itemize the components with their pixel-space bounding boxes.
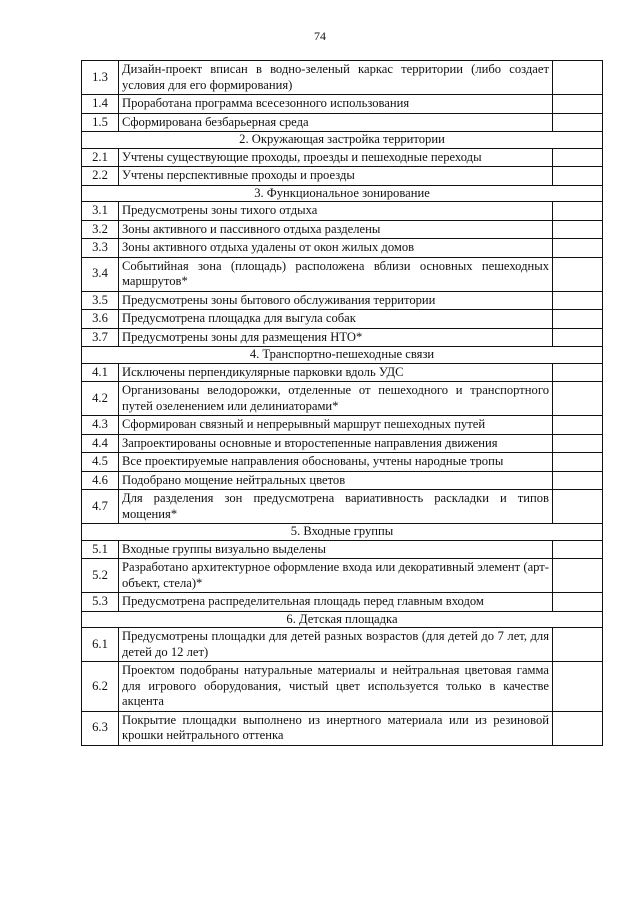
checklist-row	[82, 167, 603, 186]
item-number: 4.4	[82, 434, 119, 453]
checklist-row	[82, 202, 603, 221]
section-title: 6. Детская площадка	[82, 611, 603, 628]
item-mark-cell	[553, 490, 603, 524]
checklist-row	[82, 471, 603, 490]
item-number: 6.1	[82, 628, 119, 662]
item-criterion: Предусмотрена распределительная площадь перед главным входом	[119, 593, 553, 612]
item-number: 4.5	[82, 453, 119, 472]
checklist-row	[82, 113, 603, 132]
section-header-row	[82, 347, 603, 364]
item-criterion: Зоны активного отдыха удалены от окон жилых домов	[119, 239, 553, 258]
item-criterion: Дизайн-проект вписан в водно-зеленый каркас территории (либо создает условия для его формирования)	[119, 61, 553, 95]
item-criterion: Исключены перпендикулярные парковки вдоль УДС	[119, 363, 553, 382]
section-title: 5. Входные группы	[82, 524, 603, 541]
section-header-row	[82, 132, 603, 149]
page-number: 74	[314, 29, 326, 43]
item-mark-cell	[553, 434, 603, 453]
section-title: 4. Транспортно-пешеходные связи	[82, 347, 603, 364]
item-mark-cell	[553, 559, 603, 593]
item-number: 2.1	[82, 148, 119, 167]
section-title: 2. Окружающая застройка территории	[82, 132, 603, 149]
item-number: 4.3	[82, 416, 119, 435]
item-number: 5.3	[82, 593, 119, 612]
checklist-row	[82, 434, 603, 453]
item-criterion: Входные группы визуально выделены	[119, 540, 553, 559]
item-number: 3.5	[82, 291, 119, 310]
checklist-table	[81, 60, 603, 746]
item-mark-cell	[553, 310, 603, 329]
item-criterion: Сформирован связный и непрерывный маршрут пешеходных путей	[119, 416, 553, 435]
checklist-row	[82, 559, 603, 593]
item-mark-cell	[553, 416, 603, 435]
checklist-row	[82, 711, 603, 745]
item-criterion: Подобрано мощение нейтральных цветов	[119, 471, 553, 490]
item-number: 4.6	[82, 471, 119, 490]
item-mark-cell	[553, 291, 603, 310]
item-number: 3.3	[82, 239, 119, 258]
item-mark-cell	[553, 328, 603, 347]
checklist-row	[82, 593, 603, 612]
item-number: 4.7	[82, 490, 119, 524]
item-number: 1.5	[82, 113, 119, 132]
item-criterion: Событийная зона (площадь) расположена вблизи основных пешеходных маршрутов*	[119, 257, 553, 291]
item-mark-cell	[553, 220, 603, 239]
item-mark-cell	[553, 540, 603, 559]
item-number: 1.4	[82, 95, 119, 114]
checklist-row	[82, 257, 603, 291]
item-number: 4.1	[82, 363, 119, 382]
checklist-row	[82, 291, 603, 310]
item-number: 6.3	[82, 711, 119, 745]
item-mark-cell	[553, 471, 603, 490]
item-criterion: Все проектируемые направления обоснованы, учтены народные тропы	[119, 453, 553, 472]
item-criterion: Покрытие площадки выполнено из инертного материала или из резиновой крошки нейтрального оттенка	[119, 711, 553, 745]
item-mark-cell	[553, 113, 603, 132]
item-number: 3.7	[82, 328, 119, 347]
item-mark-cell	[553, 363, 603, 382]
checklist-row	[82, 628, 603, 662]
item-criterion: Предусмотрены зоны для размещения НТО*	[119, 328, 553, 347]
checklist-row	[82, 239, 603, 258]
item-criterion: Для разделения зон предусмотрена вариативность раскладки и типов мощения*	[119, 490, 553, 524]
section-header-row	[82, 524, 603, 541]
item-criterion: Зоны активного и пассивного отдыха разделены	[119, 220, 553, 239]
item-criterion: Предусмотрены зоны бытового обслуживания территории	[119, 291, 553, 310]
item-mark-cell	[553, 257, 603, 291]
checklist-row	[82, 148, 603, 167]
item-mark-cell	[553, 711, 603, 745]
checklist-row	[82, 220, 603, 239]
item-mark-cell	[553, 593, 603, 612]
checklist-row	[82, 61, 603, 95]
item-number: 4.2	[82, 382, 119, 416]
checklist-row	[82, 540, 603, 559]
item-mark-cell	[553, 239, 603, 258]
checklist-row	[82, 490, 603, 524]
item-criterion: Сформирована безбарьерная среда	[119, 113, 553, 132]
item-mark-cell	[553, 453, 603, 472]
item-criterion: Учтены существующие проходы, проезды и пешеходные переходы	[119, 148, 553, 167]
item-mark-cell	[553, 662, 603, 712]
checklist-row	[82, 453, 603, 472]
checklist-row	[82, 363, 603, 382]
item-number: 3.6	[82, 310, 119, 329]
item-criterion: Проектом подобраны натуральные материалы и нейтральная цветовая гамма для игрового оборудования, чистый цвет используется только в качестве акцента	[119, 662, 553, 712]
checklist-row	[82, 95, 603, 114]
item-criterion: Организованы велодорожки, отделенные от пешеходного и транспортного путей озеленением или делиниаторами*	[119, 382, 553, 416]
item-criterion: Запроектированы основные и второстепенные направления движения	[119, 434, 553, 453]
item-criterion: Учтены перспективные проходы и проезды	[119, 167, 553, 186]
checklist-row	[82, 416, 603, 435]
item-number: 6.2	[82, 662, 119, 712]
item-mark-cell	[553, 61, 603, 95]
checklist-row	[82, 328, 603, 347]
item-mark-cell	[553, 167, 603, 186]
item-mark-cell	[553, 148, 603, 167]
checklist-body	[82, 61, 603, 746]
item-number: 3.4	[82, 257, 119, 291]
item-criterion: Предусмотрены площадки для детей разных возрастов (для детей до 7 лет, для детей до 12 лет)	[119, 628, 553, 662]
item-mark-cell	[553, 382, 603, 416]
section-header-row	[82, 611, 603, 628]
item-number: 5.1	[82, 540, 119, 559]
checklist-row	[82, 310, 603, 329]
item-criterion: Предусмотрена площадка для выгула собак	[119, 310, 553, 329]
item-number: 2.2	[82, 167, 119, 186]
item-number: 3.2	[82, 220, 119, 239]
item-number: 1.3	[82, 61, 119, 95]
item-number: 3.1	[82, 202, 119, 221]
item-number: 5.2	[82, 559, 119, 593]
section-header-row	[82, 185, 603, 202]
checklist-row	[82, 382, 603, 416]
checklist-row	[82, 662, 603, 712]
item-mark-cell	[553, 95, 603, 114]
item-mark-cell	[553, 628, 603, 662]
section-title: 3. Функциональное зонирование	[82, 185, 603, 202]
item-mark-cell	[553, 202, 603, 221]
item-criterion: Предусмотрены зоны тихого отдыха	[119, 202, 553, 221]
item-criterion: Проработана программа всесезонного использования	[119, 95, 553, 114]
item-criterion: Разработано архитектурное оформление входа или декоративный элемент (арт-объект, стела)*	[119, 559, 553, 593]
